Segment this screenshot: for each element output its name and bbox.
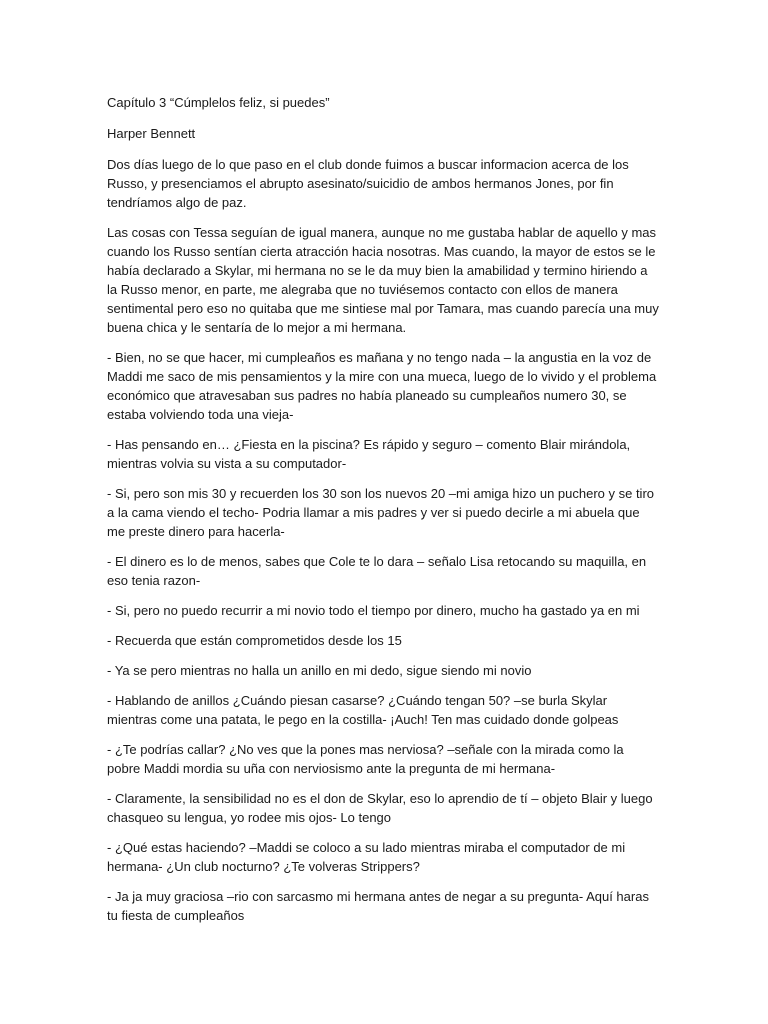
paragraph: - ¿Te podrías callar? ¿No ves que la pones mas nerviosa? –señale con la mirada como la pobre Maddi mordia su uña con nerviosismo ante la pregunta de mi hermana- [107, 742, 624, 776]
paragraph: - Ja ja muy graciosa –rio con sarcasmo mi hermana antes de negar a su pregunta- Aquí haras tu fiesta de cumpleaños [107, 889, 649, 923]
paragraph: - Claramente, la sensibilidad no es el don de Skylar, eso lo aprendio de tí – objeto Blair y luego chasqueo su lengua, yo rodee mis ojos- Lo tengo [107, 791, 653, 825]
paragraph: - Has pensando en… ¿Fiesta en la piscina? Es rápido y seguro – comento Blair mirándola, mientras volvia su vista a su computador- [107, 437, 631, 471]
paragraph: Las cosas con Tessa seguían de igual manera, aunque no me gustaba hablar de aquello y mas cuando los Russo sentían cierta atracción hacia nosotras. Mas cuando, la mayor de estos se le había declarado a Skylar, mi hermana no se le da muy bien la amabilidad y termino hiriendo a la Russo menor, en parte, me alegraba que no tuviésemos contacto con ellos de manera sentimental pero eso no quitaba que me sintiese mal por Tamara, mas cuando parecía una muy buena chica y le sentaría de lo mejor a mi hermana. [107, 225, 659, 335]
paragraph: - Si, pero son mis 30 y recuerden los 30 son los nuevos 20 –mi amiga hizo un puchero y se tiro a la cama viendo el techo- Podria llamar a mis padres y ver si puedo decirle a mi abuela que me preste dinero para hacerla- [107, 486, 655, 539]
paragraph: - El dinero es lo de menos, sabes que Cole te lo dara – señalo Lisa retocando su maquilla, en eso tenia razon- [107, 554, 647, 588]
paragraph: - Ya se pero mientras no halla un anillo en mi dedo, sigue siendo mi novio [107, 663, 532, 678]
document-page [107, 93, 659, 936]
paragraph: - Recuerda que están comprometidos desde los 15 [107, 633, 402, 648]
paragraph: - ¿Qué estas haciendo? –Maddi se coloco a su lado mientras miraba el computador de mi hermana- ¿Un club nocturno? ¿Te volveras Strippers? [107, 840, 626, 874]
chapter-title: Capítulo 3 “Cúmplelos feliz, si puedes” [107, 95, 330, 110]
paragraph: - Bien, no se que hacer, mi cumpleaños es mañana y no tengo nada – la angustia en la voz de Maddi me saco de mis pensamientos y la mire con una mueca, luego de lo vivido y el problema económico que atravesaban sus padres no había planeado su cumpleaños numero 30, se estaba volviendo toda una vieja- [107, 350, 657, 422]
paragraph: Dos días luego de lo que paso en el club donde fuimos a buscar informacion acerca de los Russo, y presenciamos el abrupto asesinato/suicidio de ambos hermanos Jones, por fin tendríamos algo de paz. [107, 157, 629, 210]
paragraph: - Si, pero no puedo recurrir a mi novio todo el tiempo por dinero, mucho ha gastado ya en mi [107, 603, 640, 618]
paragraph: - Hablando de anillos ¿Cuándo piesan casarse? ¿Cuándo tengan 50? –se burla Skylar mientras come una patata, le pego en la costilla- ¡Auch! Ten mas cuidado donde golpeas [107, 693, 619, 727]
author-name: Harper Bennett [107, 126, 196, 141]
